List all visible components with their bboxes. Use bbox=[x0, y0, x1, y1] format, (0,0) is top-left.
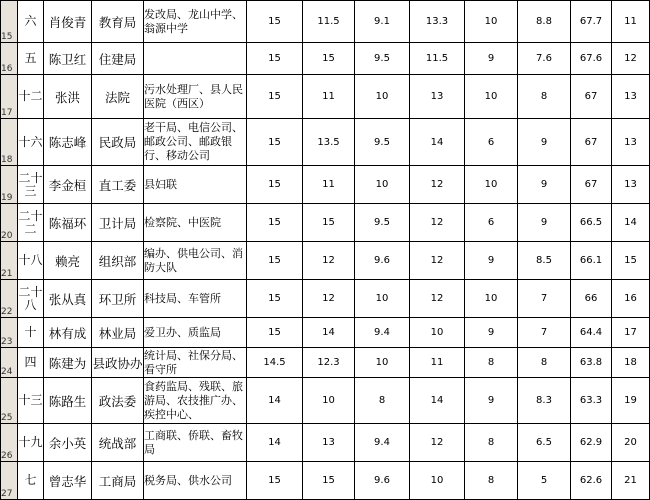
place-cell[interactable]: 17 bbox=[612, 318, 650, 348]
units-cell[interactable]: 检察院、中医院 bbox=[144, 204, 247, 242]
table-row bbox=[1, 378, 650, 424]
score-cell[interactable]: 10 bbox=[355, 166, 410, 204]
score-cell[interactable]: 15 bbox=[247, 242, 303, 280]
score-cell[interactable]: 10 bbox=[465, 75, 518, 119]
total-cell[interactable]: 66.1 bbox=[571, 242, 612, 280]
place-cell[interactable]: 15 bbox=[612, 242, 650, 280]
table-row bbox=[1, 43, 650, 75]
units-cell[interactable]: 污水处理厂、县人民医院（西区） bbox=[144, 75, 247, 119]
score-cell[interactable]: 14 bbox=[410, 119, 465, 166]
rank-cell[interactable]: 二十三 bbox=[18, 166, 44, 204]
row-number[interactable]: 25 bbox=[1, 378, 18, 424]
row-number[interactable]: 20 bbox=[1, 204, 18, 242]
score-cell[interactable]: 8 bbox=[355, 378, 410, 424]
total-cell[interactable]: 67.6 bbox=[571, 43, 612, 75]
place-cell[interactable]: 14 bbox=[612, 204, 650, 242]
row-number[interactable]: 27 bbox=[1, 462, 18, 500]
score-cell[interactable]: 10 bbox=[410, 318, 465, 348]
score-cell[interactable]: 6.5 bbox=[518, 424, 571, 462]
dept-cell[interactable]: 政法委 bbox=[92, 378, 144, 424]
row-number[interactable]: 22 bbox=[1, 280, 18, 318]
score-cell[interactable]: 11.5 bbox=[410, 43, 465, 75]
dept-cell[interactable]: 民政局 bbox=[92, 119, 144, 166]
score-cell[interactable]: 8 bbox=[465, 348, 518, 378]
score-cell[interactable]: 11 bbox=[303, 166, 355, 204]
score-cell[interactable]: 14.5 bbox=[247, 348, 303, 378]
score-cell[interactable]: 10 bbox=[303, 378, 355, 424]
score-cell[interactable]: 12 bbox=[303, 242, 355, 280]
place-cell[interactable]: 12 bbox=[612, 43, 650, 75]
table-row bbox=[1, 280, 650, 318]
table-row bbox=[1, 204, 650, 242]
units-cell[interactable] bbox=[144, 43, 247, 75]
row-number[interactable]: 24 bbox=[1, 348, 18, 378]
score-cell[interactable]: 15 bbox=[247, 280, 303, 318]
name-cell[interactable]: 陈卫红 bbox=[44, 43, 92, 75]
score-cell[interactable]: 12 bbox=[410, 424, 465, 462]
total-cell[interactable]: 63.8 bbox=[571, 348, 612, 378]
units-cell[interactable]: 县妇联 bbox=[144, 166, 247, 204]
score-cell[interactable]: 15 bbox=[303, 43, 355, 75]
dept-cell[interactable]: 统战部 bbox=[92, 424, 144, 462]
dept-cell[interactable]: 组织部 bbox=[92, 242, 144, 280]
score-cell[interactable]: 9 bbox=[465, 318, 518, 348]
score-cell[interactable]: 9.4 bbox=[355, 318, 410, 348]
score-cell[interactable]: 13 bbox=[410, 75, 465, 119]
score-cell[interactable]: 15 bbox=[247, 1, 303, 43]
table-row bbox=[1, 242, 650, 280]
score-cell[interactable]: 10 bbox=[465, 1, 518, 43]
place-cell[interactable]: 20 bbox=[612, 424, 650, 462]
score-cell[interactable]: 9 bbox=[518, 166, 571, 204]
score-cell[interactable]: 13 bbox=[303, 424, 355, 462]
name-cell[interactable]: 陈路生 bbox=[44, 378, 92, 424]
rank-cell[interactable]: 二十八 bbox=[18, 280, 44, 318]
score-cell[interactable]: 12 bbox=[410, 166, 465, 204]
name-cell[interactable]: 陈福环 bbox=[44, 204, 92, 242]
score-cell[interactable]: 10 bbox=[355, 348, 410, 378]
dept-cell[interactable]: 县政协办 bbox=[92, 348, 144, 378]
score-cell[interactable]: 8.5 bbox=[518, 242, 571, 280]
units-cell[interactable]: 统计局、社保分局、看守所 bbox=[144, 348, 247, 378]
score-cell[interactable]: 12 bbox=[410, 280, 465, 318]
name-cell[interactable]: 曾志华 bbox=[44, 462, 92, 500]
score-cell[interactable]: 9 bbox=[465, 242, 518, 280]
score-cell[interactable]: 7 bbox=[518, 318, 571, 348]
total-cell[interactable]: 62.9 bbox=[571, 424, 612, 462]
score-cell[interactable]: 9.6 bbox=[355, 242, 410, 280]
total-cell[interactable]: 66 bbox=[571, 280, 612, 318]
name-cell[interactable]: 陈志峰 bbox=[44, 119, 92, 166]
score-cell[interactable]: 6 bbox=[465, 119, 518, 166]
row-number[interactable]: 26 bbox=[1, 424, 18, 462]
dept-cell[interactable]: 林业局 bbox=[92, 318, 144, 348]
score-cell[interactable]: 8 bbox=[518, 75, 571, 119]
row-number[interactable]: 17 bbox=[1, 75, 18, 119]
score-cell[interactable]: 12 bbox=[410, 242, 465, 280]
units-cell[interactable]: 编办、供电公司、消防大队 bbox=[144, 242, 247, 280]
score-cell[interactable]: 7 bbox=[518, 280, 571, 318]
name-cell[interactable]: 余小英 bbox=[44, 424, 92, 462]
row-number[interactable]: 19 bbox=[1, 166, 18, 204]
dept-cell[interactable]: 环卫所 bbox=[92, 280, 144, 318]
units-cell[interactable]: 科技局、车管所 bbox=[144, 280, 247, 318]
table-row bbox=[1, 424, 650, 462]
score-cell[interactable]: 11.5 bbox=[303, 1, 355, 43]
table-row bbox=[1, 119, 650, 166]
total-cell[interactable]: 64.4 bbox=[571, 318, 612, 348]
score-cell[interactable]: 9.6 bbox=[355, 462, 410, 500]
score-cell[interactable]: 12 bbox=[410, 204, 465, 242]
score-cell[interactable]: 14 bbox=[303, 318, 355, 348]
total-cell[interactable]: 62.6 bbox=[571, 462, 612, 500]
place-cell[interactable]: 16 bbox=[612, 280, 650, 318]
score-cell[interactable]: 10 bbox=[355, 75, 410, 119]
score-cell[interactable]: 8 bbox=[465, 462, 518, 500]
table-row bbox=[1, 75, 650, 119]
rank-cell[interactable]: 十八 bbox=[18, 242, 44, 280]
rank-cell[interactable]: 十六 bbox=[18, 119, 44, 166]
dept-cell[interactable]: 工商局 bbox=[92, 462, 144, 500]
score-cell[interactable]: 12.3 bbox=[303, 348, 355, 378]
dept-cell[interactable]: 直工委 bbox=[92, 166, 144, 204]
score-cell[interactable]: 8.8 bbox=[518, 1, 571, 43]
total-cell[interactable]: 67 bbox=[571, 75, 612, 119]
dept-cell[interactable]: 卫计局 bbox=[92, 204, 144, 242]
score-cell[interactable]: 8 bbox=[518, 348, 571, 378]
score-cell[interactable]: 15 bbox=[247, 119, 303, 166]
score-cell[interactable]: 10 bbox=[465, 280, 518, 318]
score-cell[interactable]: 10 bbox=[465, 166, 518, 204]
rank-cell[interactable]: 七 bbox=[18, 462, 44, 500]
units-cell[interactable]: 爱卫办、质监局 bbox=[144, 318, 247, 348]
score-cell[interactable]: 12 bbox=[303, 280, 355, 318]
score-cell[interactable]: 13.3 bbox=[410, 1, 465, 43]
place-cell[interactable]: 19 bbox=[612, 378, 650, 424]
name-cell[interactable]: 李金桓 bbox=[44, 166, 92, 204]
table-row bbox=[1, 166, 650, 204]
score-cell[interactable]: 5 bbox=[518, 462, 571, 500]
rank-cell[interactable]: 二十二 bbox=[18, 204, 44, 242]
score-cell[interactable]: 8.3 bbox=[518, 378, 571, 424]
score-cell[interactable]: 8 bbox=[465, 424, 518, 462]
total-cell[interactable]: 66.5 bbox=[571, 204, 612, 242]
score-cell[interactable]: 10 bbox=[355, 280, 410, 318]
table-row bbox=[1, 318, 650, 348]
name-cell[interactable]: 肖俊青 bbox=[44, 1, 92, 43]
name-cell[interactable]: 林有成 bbox=[44, 318, 92, 348]
score-cell[interactable]: 15 bbox=[303, 204, 355, 242]
place-cell[interactable]: 13 bbox=[612, 75, 650, 119]
score-cell[interactable]: 11 bbox=[410, 348, 465, 378]
table-row bbox=[1, 462, 650, 500]
score-cell[interactable]: 6 bbox=[465, 204, 518, 242]
place-cell[interactable]: 18 bbox=[612, 348, 650, 378]
score-cell[interactable]: 9.5 bbox=[355, 119, 410, 166]
score-cell[interactable]: 7.6 bbox=[518, 43, 571, 75]
row-number[interactable]: 21 bbox=[1, 242, 18, 280]
table-row bbox=[1, 348, 650, 378]
rank-cell[interactable]: 十九 bbox=[18, 424, 44, 462]
score-cell[interactable]: 15 bbox=[247, 462, 303, 500]
name-cell[interactable]: 张从真 bbox=[44, 280, 92, 318]
score-cell[interactable]: 13.5 bbox=[303, 119, 355, 166]
score-cell[interactable]: 15 bbox=[247, 43, 303, 75]
place-cell[interactable]: 13 bbox=[612, 119, 650, 166]
total-cell[interactable]: 67.7 bbox=[571, 1, 612, 43]
score-cell[interactable]: 15 bbox=[247, 204, 303, 242]
units-cell[interactable]: 工商联、侨联、畜牧局 bbox=[144, 424, 247, 462]
score-cell[interactable]: 15 bbox=[303, 462, 355, 500]
rank-cell[interactable]: 十二 bbox=[18, 75, 44, 119]
total-cell[interactable]: 67 bbox=[571, 119, 612, 166]
name-cell[interactable]: 赖亮 bbox=[44, 242, 92, 280]
place-cell[interactable]: 21 bbox=[612, 462, 650, 500]
score-cell[interactable]: 15 bbox=[247, 318, 303, 348]
score-cell[interactable]: 9 bbox=[518, 204, 571, 242]
row-number[interactable]: 15 bbox=[1, 1, 18, 43]
units-cell[interactable]: 发改局、龙山中学、翁源中学 bbox=[144, 1, 247, 43]
score-cell[interactable]: 9 bbox=[465, 43, 518, 75]
rank-cell[interactable]: 五 bbox=[18, 43, 44, 75]
row-number[interactable]: 16 bbox=[1, 43, 18, 75]
rank-cell[interactable]: 十三 bbox=[18, 378, 44, 424]
units-cell[interactable]: 食药监局、残联、旅游局、农技推广办、疾控中心、 bbox=[144, 378, 247, 424]
units-cell[interactable]: 税务局、供水公司 bbox=[144, 462, 247, 500]
score-cell[interactable]: 9 bbox=[518, 119, 571, 166]
name-cell[interactable]: 陈建为 bbox=[44, 348, 92, 378]
row-number[interactable]: 23 bbox=[1, 318, 18, 348]
total-cell[interactable]: 67 bbox=[571, 166, 612, 204]
dept-cell[interactable]: 教育局 bbox=[92, 1, 144, 43]
score-cell[interactable]: 15 bbox=[247, 75, 303, 119]
score-cell[interactable]: 14 bbox=[247, 378, 303, 424]
score-cell[interactable]: 9.5 bbox=[355, 204, 410, 242]
row-number[interactable]: 18 bbox=[1, 119, 18, 166]
place-cell[interactable]: 13 bbox=[612, 166, 650, 204]
units-cell[interactable]: 老干局、电信公司、邮政公司、邮政银行、移动公司 bbox=[144, 119, 247, 166]
table-row bbox=[1, 1, 650, 43]
total-cell[interactable]: 63.3 bbox=[571, 378, 612, 424]
score-cell[interactable]: 11 bbox=[303, 75, 355, 119]
score-cell[interactable]: 9.5 bbox=[355, 43, 410, 75]
score-cell[interactable]: 15 bbox=[247, 166, 303, 204]
score-cell[interactable]: 14 bbox=[247, 424, 303, 462]
rank-cell[interactable]: 四 bbox=[18, 348, 44, 378]
score-cell[interactable]: 9.4 bbox=[355, 424, 410, 462]
dept-cell[interactable]: 法院 bbox=[92, 75, 144, 119]
name-cell[interactable]: 张洪 bbox=[44, 75, 92, 119]
place-cell[interactable]: 11 bbox=[612, 1, 650, 43]
score-cell[interactable]: 10 bbox=[410, 462, 465, 500]
score-cell[interactable]: 14 bbox=[410, 378, 465, 424]
rank-cell[interactable]: 十 bbox=[18, 318, 44, 348]
dept-cell[interactable]: 住建局 bbox=[92, 43, 144, 75]
score-cell[interactable]: 9 bbox=[465, 378, 518, 424]
rank-cell[interactable]: 六 bbox=[18, 1, 44, 43]
score-cell[interactable]: 9.1 bbox=[355, 1, 410, 43]
